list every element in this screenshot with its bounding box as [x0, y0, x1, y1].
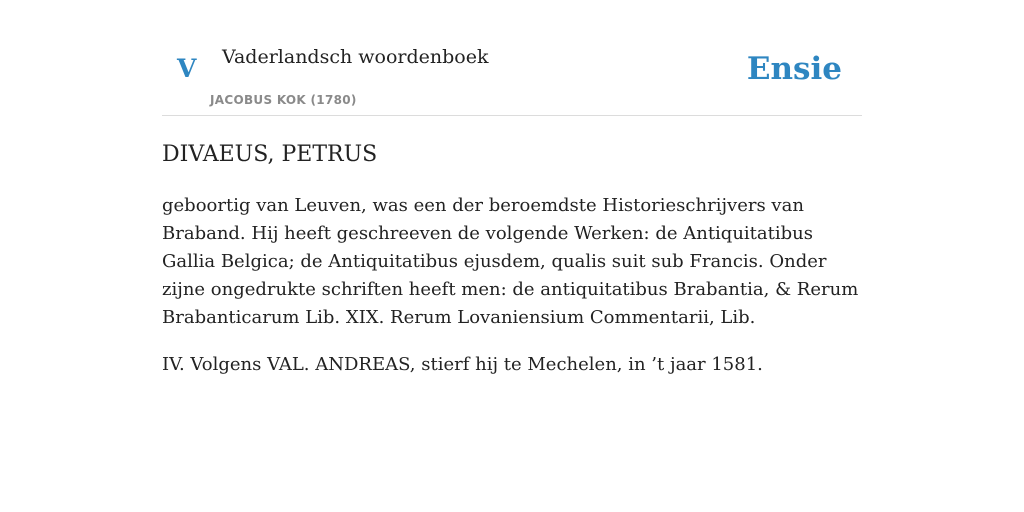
entry-title: DIVAEUS, PETRUS	[162, 142, 378, 167]
book-author: JACOBUS KOK (1780)	[210, 93, 357, 107]
entry-paragraph: IV. Volgens VAL. ANDREAS, stierf hij te Mechelen, in ’t jaar 1581.	[162, 354, 763, 376]
book-logo-letter[interactable]: V	[177, 54, 197, 83]
page	[162, 0, 862, 379]
header	[162, 44, 862, 116]
entry-paragraph: geboortig van Leuven, was een der beroemdste Historieschrijvers van Braband. Hij heeft geschreeven de volgende Werken: de Antiquitatibus Gallia Belgica; de Antiquitatibus ejusdem, qualis suit sub Francis. Onder zijne ongedrukte schriften heeft men: de antiquitatibus Brabantia, & Rerum Brabanticarum Lib. XIX. Rerum Lovaniensium Commentarii, Lib.	[162, 195, 859, 329]
book-title-link[interactable]: Vaderlandsch woordenboek	[222, 46, 489, 68]
entry-body	[162, 192, 862, 379]
ensie-logo[interactable]: Ensie	[746, 51, 842, 87]
